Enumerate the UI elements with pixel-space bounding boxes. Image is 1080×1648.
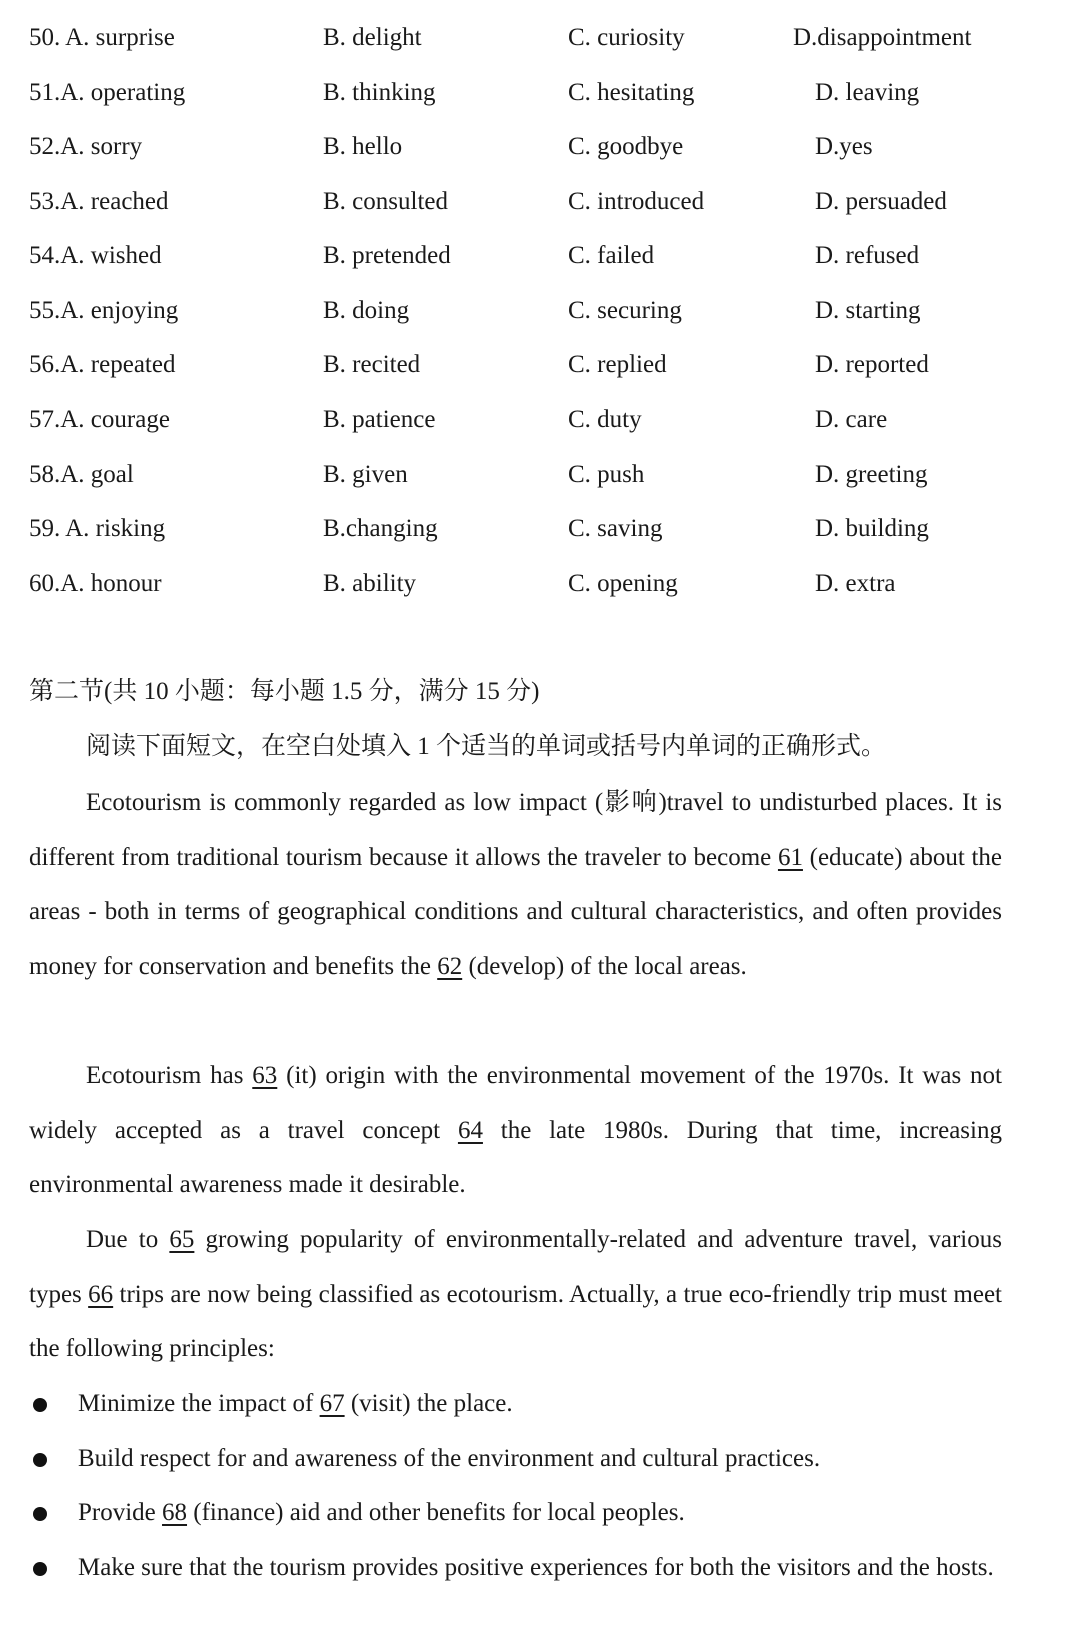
paragraph-text: Ecotourism has: [86, 1062, 253, 1089]
paragraph-text: Ecotourism is commonly regarded as low impact (影响)travel to undisturbed places. It is different from traditional tourism because it allows the traveler to become: [29, 789, 1002, 871]
paragraph-text: the late 1980s. During that time, increasing environmental awareness made it desirable.: [29, 1116, 1002, 1199]
bullet-icon: [33, 1398, 47, 1412]
section-heading: 第二节(共 10 小题：每小题 1.5 分，满分 15 分): [29, 678, 540, 705]
option-d: D.disappointment: [793, 24, 972, 51]
option-row-57: [0, 400, 1080, 440]
option-d: D. starting: [815, 297, 921, 324]
bullet-icon: [33, 1453, 47, 1467]
option-row-53: [0, 182, 1080, 222]
blank-67[interactable]: 67: [319, 1390, 345, 1417]
option-c: C. push: [568, 461, 645, 488]
principle-item: [29, 1432, 1009, 1487]
option-b: B. delight: [323, 24, 422, 51]
option-a: 52.A. sorry: [29, 133, 143, 160]
option-c: C. saving: [568, 515, 663, 542]
paragraph-text: (educate) about the areas - both in terms of geographical conditions and cultural characteristics, and often provides money for conservation and benefits the: [29, 843, 1003, 980]
principle-text: (visit) the place.: [344, 1390, 513, 1417]
bullet-icon: [33, 1507, 47, 1521]
principle-text: Build respect for and awareness of the environment and cultural practices.: [78, 1444, 821, 1472]
section-instruction: 阅读下面短文，在空白处填入 1 个适当的单词或括号内单词的正确形式。: [86, 733, 887, 760]
option-b: B. consulted: [323, 188, 448, 215]
blank-68[interactable]: 68: [162, 1499, 188, 1527]
option-a: 59. A. risking: [29, 515, 166, 542]
paragraph-text: growing popularity of environmentally-related and adventure travel, various types: [29, 1226, 1002, 1308]
blank-64[interactable]: 64: [457, 1116, 483, 1144]
option-b: B. hello: [323, 133, 403, 160]
option-d: D. persuaded: [815, 188, 947, 215]
principle-item: [29, 1541, 1009, 1596]
option-row-55: [0, 291, 1080, 331]
option-d: D. building: [815, 515, 929, 542]
option-d: D.yes: [815, 133, 873, 160]
option-a: 56.A. repeated: [29, 351, 176, 378]
option-d: D. reported: [815, 351, 929, 378]
option-a: 58.A. goal: [29, 461, 134, 488]
principle-text: Make sure that the tourism provides positive experiences for both the visitors and the hosts.: [78, 1553, 994, 1581]
option-row-52: [0, 127, 1080, 167]
option-a: 57.A. courage: [29, 406, 170, 433]
option-b: B. patience: [323, 406, 436, 433]
option-row-54: [0, 236, 1080, 276]
option-row-50: [0, 18, 1080, 58]
option-c: C. curiosity: [568, 24, 685, 51]
option-row-59: [0, 509, 1080, 549]
option-a: 60.A. honour: [29, 570, 162, 597]
principle-text: Provide: [78, 1499, 163, 1527]
option-row-58: [0, 455, 1080, 495]
paragraph-text: (develop) of the local areas.: [462, 952, 747, 980]
paragraph-text: (it) origin with the environmental movement of the 1970s. It was not widely accepted as a travel concept: [29, 1062, 1002, 1144]
passage-paragraph-3: [29, 1213, 1002, 1377]
option-c: C. opening: [568, 570, 678, 597]
option-a: 55.A. enjoying: [29, 297, 179, 324]
option-b: B. doing: [323, 297, 410, 324]
principle-item: [29, 1486, 1009, 1541]
principle-item: [29, 1377, 1009, 1432]
option-row-56: [0, 345, 1080, 385]
option-d: D. refused: [815, 242, 920, 269]
paragraph-text: Due to: [86, 1226, 170, 1253]
option-b: B.changing: [323, 515, 438, 542]
option-d: D. extra: [815, 570, 896, 597]
principle-text: (finance) aid and other benefits for local peoples.: [187, 1499, 685, 1527]
option-a: 50. A. surprise: [29, 24, 175, 51]
option-c: C. failed: [568, 242, 655, 269]
option-d: D. care: [815, 406, 888, 433]
option-d: D. leaving: [815, 79, 920, 106]
bullet-icon: [33, 1562, 47, 1576]
principles-list: [29, 1377, 1009, 1595]
passage-paragraph-1: [29, 776, 1002, 994]
blank-65[interactable]: 65: [169, 1226, 195, 1253]
paragraph-text: trips are now being classified as ecotourism. Actually, a true eco-friendly trip must meet the following principles:: [29, 1280, 1002, 1363]
option-row-60: [0, 564, 1080, 604]
option-b: B. given: [323, 461, 408, 488]
option-c: C. duty: [568, 406, 642, 433]
option-row-51: [0, 73, 1080, 113]
option-a: 51.A. operating: [29, 79, 186, 106]
option-a: 54.A. wished: [29, 242, 162, 269]
option-d: D. greeting: [815, 461, 928, 488]
blank-66[interactable]: 66: [88, 1280, 114, 1308]
option-b: B. thinking: [323, 79, 436, 106]
option-c: C. hesitating: [568, 79, 695, 106]
option-c: C. replied: [568, 351, 667, 378]
option-b: B. ability: [323, 570, 417, 597]
blank-61[interactable]: 61: [777, 843, 803, 871]
option-c: C. introduced: [568, 188, 705, 215]
option-a: 53.A. reached: [29, 188, 169, 215]
passage-paragraph-2: [29, 1049, 1002, 1213]
blank-62[interactable]: 62: [437, 952, 463, 980]
option-c: C. goodbye: [568, 133, 684, 160]
option-b: B. pretended: [323, 242, 451, 269]
principle-text: Minimize the impact of: [78, 1390, 320, 1417]
option-c: C. securing: [568, 297, 682, 324]
option-b: B. recited: [323, 351, 421, 378]
blank-63[interactable]: 63: [252, 1062, 278, 1089]
